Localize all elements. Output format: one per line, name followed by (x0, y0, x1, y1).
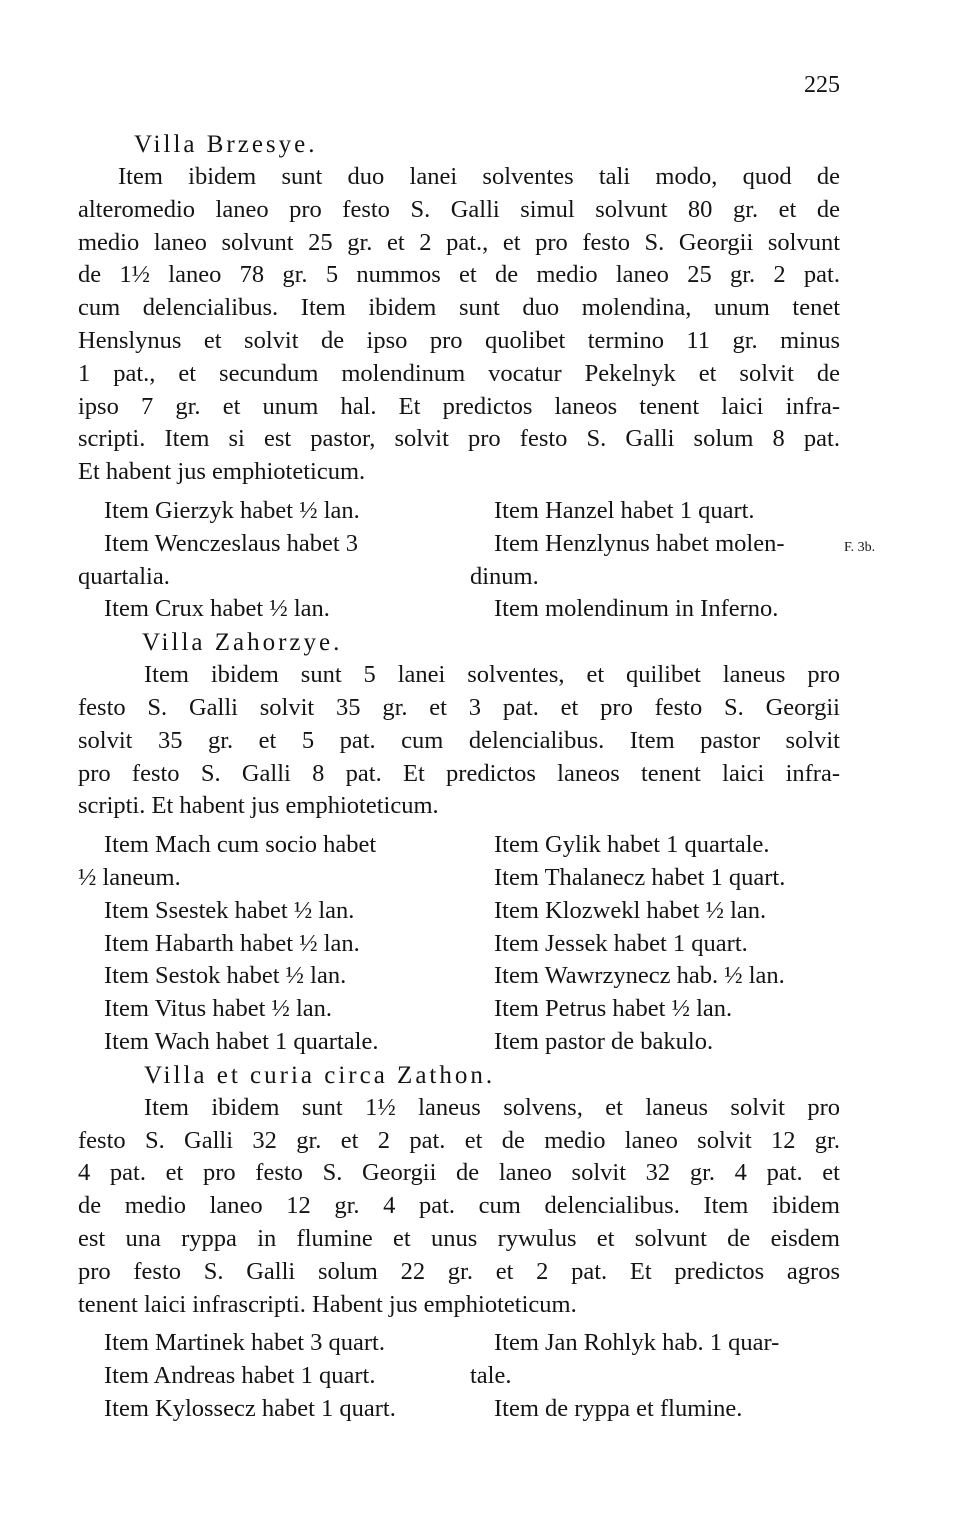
paragraph-line: Item ibidem sunt 5 lanei solventes, et quilibet laneus pro (144, 661, 840, 689)
paragraph-line: scripti. Et habent jus emphioteticum. (78, 792, 439, 820)
paragraph-line: alteromedio laneo pro festo S. Galli simul solvunt 80 gr. et de (78, 195, 840, 223)
list-item: Item Mach cum socio habet (104, 831, 377, 859)
list-item: Item Crux habet ½ lan. (104, 595, 330, 623)
tenant-list (78, 829, 840, 1059)
list-item: Item Petrus habet ½ lan. (494, 995, 733, 1023)
list-item: Item Gylik habet 1 quartale. (494, 831, 770, 859)
paragraph-line: 4 pat. et pro festo S. Georgii de laneo solvit 32 gr. 4 pat. et (78, 1159, 840, 1187)
list-item: Item Jessek habet 1 quart. (494, 929, 748, 957)
tenant-list (78, 1327, 840, 1425)
paragraph-line: Item ibidem sunt 1½ laneus solvens, et laneus solvit pro (144, 1093, 840, 1121)
list-item: Item Klozwekl habet ½ lan. (494, 896, 767, 924)
section-heading: Villa Zahorzye. (142, 629, 343, 657)
list-item: Item Hanzel habet 1 quart. (494, 496, 755, 524)
section-paragraph (78, 659, 840, 823)
list-item: Item Gierzyk habet ½ lan. (104, 496, 360, 524)
list-item: Item Wach habet 1 quartale. (104, 1027, 379, 1055)
paragraph-line: solvit 35 gr. et 5 pat. cum delencialibus. Item pastor solvit (78, 726, 840, 754)
page-body (78, 128, 840, 1426)
list-item: Item de ryppa et flumine. (494, 1394, 743, 1422)
list-item: ½ laneum. (78, 863, 181, 891)
list-item: Item Henzlynus habet molen- (494, 529, 785, 557)
page-number: 225 (804, 72, 840, 98)
tenant-list (78, 495, 840, 626)
section-paragraph (78, 1092, 840, 1322)
list-item: Item pastor de bakulo. (494, 1027, 714, 1055)
list-item: Item Thalanecz habet 1 quart. (494, 863, 786, 891)
list-item: Item Martinek habet 3 quart. (104, 1329, 385, 1357)
section-heading: Villa Brzesye. (134, 131, 318, 158)
paragraph-line: ipso 7 gr. et unum hal. Et predictos laneos tenent laici infra- (78, 392, 840, 420)
paragraph-line: cum delencialibus. Item ibidem sunt duo molendina, unum tenet (78, 294, 840, 322)
paragraph-line: scripti. Item si est pastor, solvit pro festo S. Galli solum 8 pat. (78, 425, 840, 453)
section-heading: Villa et curia circa Zathon. (144, 1061, 496, 1089)
paragraph-line: medio laneo solvunt 25 gr. et 2 pat., et pro festo S. Georgii solvunt (78, 228, 840, 256)
paragraph-line: pro festo S. Galli solum 22 gr. et 2 pat. Et predictos agros (78, 1257, 840, 1285)
section-paragraph (78, 161, 840, 489)
list-item: Item Wenczeslaus habet 3 (104, 529, 359, 557)
paragraph-line: de 1½ laneo 78 gr. 5 nummos et de medio laneo 25 gr. 2 pat. (78, 261, 840, 289)
paragraph-line: pro festo S. Galli 8 pat. Et predictos laneos tenent laici infra- (78, 759, 840, 787)
paragraph-line: Et habent jus emphioteticum. (78, 458, 366, 486)
paragraph-line: Henslynus et solvit de ipso pro quolibet termino 11 gr. minus (78, 326, 840, 354)
paragraph-line: Item ibidem sunt duo lanei solventes tali modo, quod de (118, 163, 840, 190)
list-item: Item Wawrzynecz hab. ½ lan. (494, 962, 785, 990)
list-item: Item Andreas habet 1 quart. (104, 1362, 376, 1390)
list-item: Item Jan Rohlyk hab. 1 quar- (494, 1329, 780, 1357)
list-item: Item Vitus habet ½ lan. (104, 995, 333, 1023)
list-item: Item Kylossecz habet 1 quart. (104, 1394, 396, 1422)
list-item: Item Ssestek habet ½ lan. (104, 896, 355, 924)
paragraph-line: est una ryppa in flumine et unus rywulus et solvunt de eisdem (78, 1224, 840, 1252)
paragraph-line: festo S. Galli solvit 35 gr. et 3 pat. et pro festo S. Georgii (78, 693, 840, 721)
list-item: dinum. (470, 562, 539, 590)
paragraph-line: festo S. Galli 32 gr. et 2 pat. et de medio laneo solvit 12 gr. (78, 1126, 840, 1154)
list-item: Item molendinum in Inferno. (494, 595, 779, 623)
list-item: quartalia. (78, 562, 170, 590)
list-item: tale. (470, 1362, 512, 1390)
paragraph-line: 1 pat., et secundum molendinum vocatur Pekelnyk et solvit de (78, 359, 840, 387)
margin-note: F. 3b. (844, 540, 876, 555)
list-item: Item Sestok habet ½ lan. (104, 962, 347, 990)
paragraph-line: de medio laneo 12 gr. 4 pat. cum delencialibus. Item ibidem (78, 1192, 840, 1220)
paragraph-line: tenent laici infrascripti. Habent jus emphioteticum. (78, 1290, 577, 1318)
list-item: Item Habarth habet ½ lan. (104, 929, 360, 957)
